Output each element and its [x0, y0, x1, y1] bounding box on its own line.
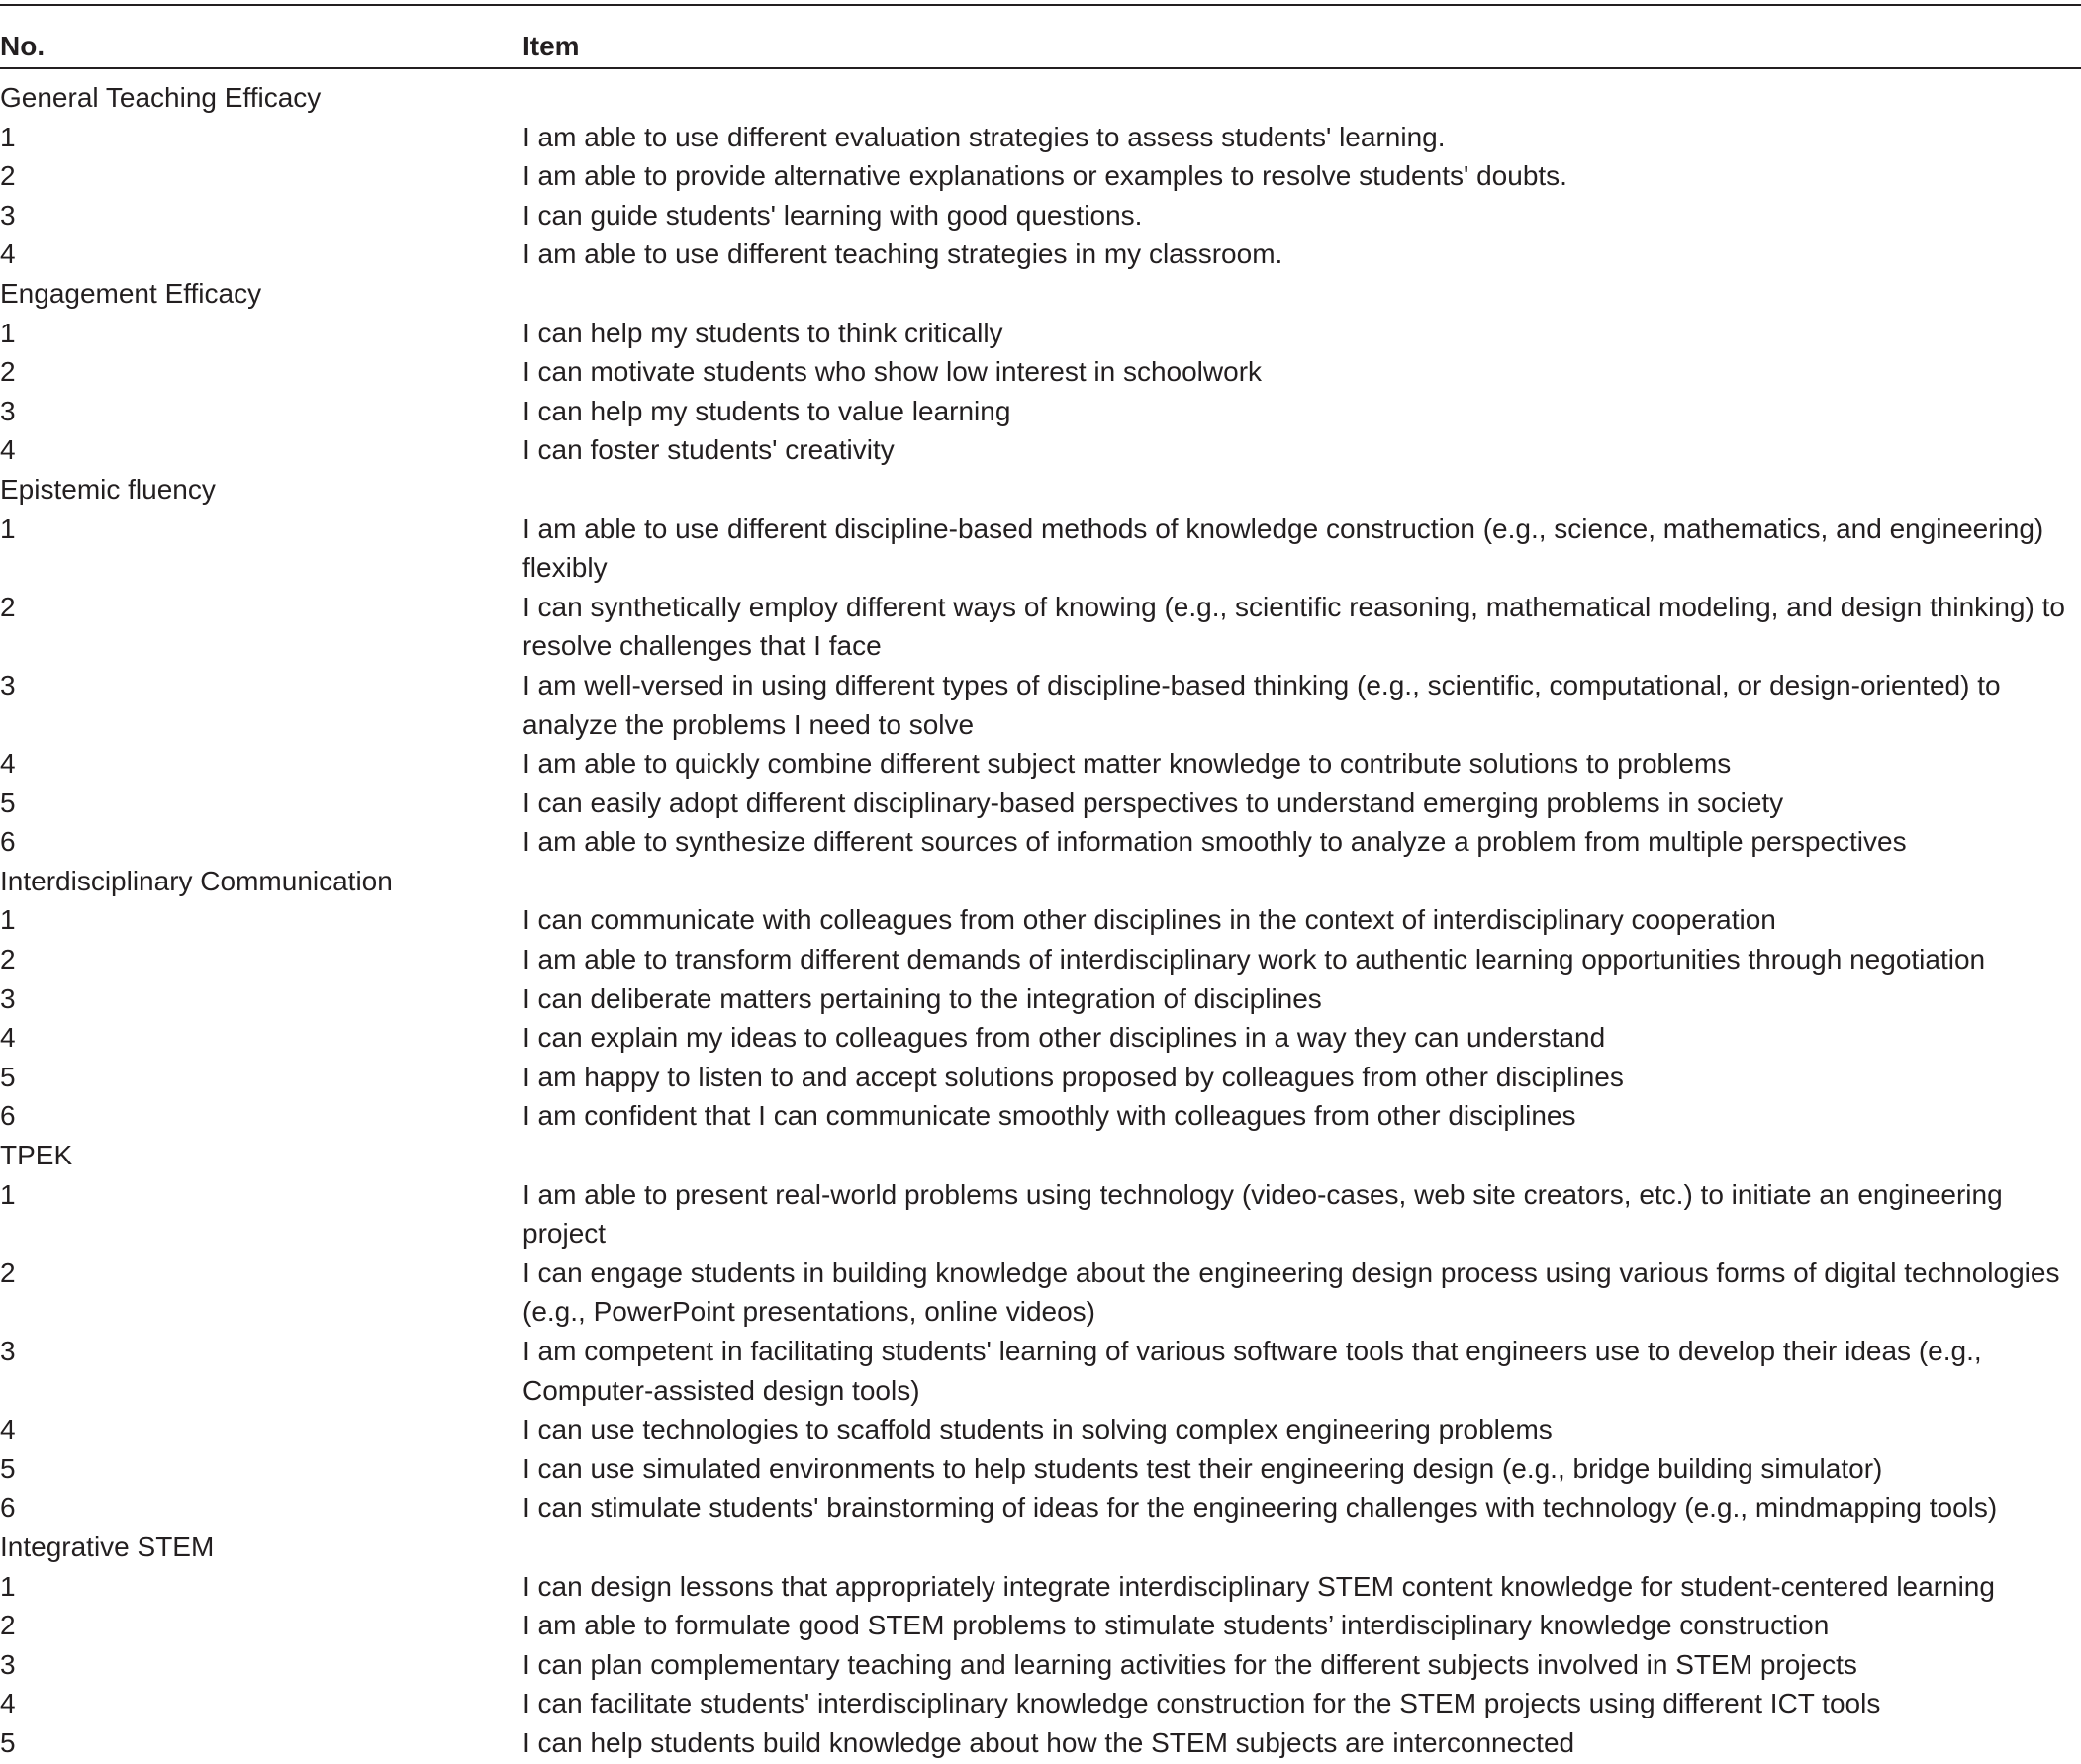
item-number: 2 — [0, 944, 16, 975]
item-number: 3 — [0, 1648, 16, 1680]
item-text: I can easily adopt different disciplinary-based perspectives to understand emerging problems in society — [522, 787, 1784, 818]
item-number: 1 — [0, 512, 16, 544]
item-number: 6 — [0, 826, 16, 858]
table-row — [0, 1684, 2081, 1723]
table-row — [0, 1488, 2081, 1528]
table-row — [0, 314, 2081, 353]
item-number: 3 — [0, 1336, 16, 1366]
item-text: I am competent in facilitating students' learning of various software tools that engineers use to develop their ideas (e.g., Computer-assisted design tools) — [522, 1336, 1982, 1406]
item-text: I can foster students' creativity — [522, 434, 895, 466]
item-text: I am able to use different teaching strategies in my classroom. — [522, 238, 1283, 270]
table-row — [0, 1606, 2081, 1645]
item-text: I am able to use different discipline-based methods of knowledge construction (e.g., science, mathematics, and engineering) flexibly — [522, 512, 2044, 584]
item-text: I can engage students in building knowledge about the engineering design process using various forms of digital technologies (e.g., PowerPoint presentations, online videos) — [522, 1256, 2060, 1328]
section-heading: Integrative STEM — [0, 1531, 215, 1562]
item-number: 6 — [0, 1100, 16, 1132]
item-number: 5 — [0, 1726, 16, 1758]
table-row — [0, 196, 2081, 235]
table-row — [0, 784, 2081, 823]
item-number: 2 — [0, 1610, 16, 1641]
item-text: I can help my students to value learning — [522, 395, 1011, 426]
item-text: I can guide students' learning with good questions. — [522, 199, 1143, 231]
item-text: I am happy to listen to and accept solutions proposed by colleagues from other disciplines — [522, 1061, 1624, 1092]
item-text: I am well-versed in using different types of discipline-based thinking (e.g., scientific, computational, or design-oriented) to analyze the problems I need to solve — [522, 669, 2001, 740]
table-row — [0, 1058, 2081, 1097]
item-text: I can help students build knowledge about how the STEM subjects are interconnected — [522, 1726, 1575, 1758]
table-row — [0, 430, 2081, 470]
section-heading: Epistemic fluency — [0, 473, 216, 505]
item-text: I am confident that I can communicate smoothly with colleagues from other disciplines — [522, 1100, 1576, 1132]
section-heading: General Teaching Efficacy — [0, 82, 322, 113]
item-number: 4 — [0, 238, 16, 270]
item-number: 5 — [0, 1452, 16, 1484]
table-row — [0, 1332, 2081, 1410]
item-number: 4 — [0, 1022, 16, 1054]
table-row — [0, 352, 2081, 392]
item-number: 3 — [0, 395, 16, 426]
table-row — [0, 118, 2081, 157]
table-row — [0, 1175, 2081, 1253]
item-text: I am able to formulate good STEM problems to stimulate students’ interdisciplinary knowledge construction — [522, 1610, 1830, 1641]
header-item: Item — [522, 31, 580, 61]
table-row — [0, 588, 2081, 666]
table-row — [0, 156, 2081, 196]
item-number: 4 — [0, 1414, 16, 1445]
item-text: I am able to transform different demands of interdisciplinary work to authentic learning opportunities through negotiation — [522, 944, 1986, 975]
item-number: 1 — [0, 121, 16, 152]
item-number: 2 — [0, 591, 16, 622]
table-row — [0, 1723, 2081, 1763]
section-heading: Engagement Efficacy — [0, 277, 262, 309]
item-text: I am able to use different evaluation strategies to assess students' learning. — [522, 121, 1446, 152]
item-text: I can motivate students who show low interest in schoolwork — [522, 356, 1263, 388]
table-row — [0, 1449, 2081, 1489]
item-text: I am able to present real-world problems using technology (video-cases, web site creators, etc.) to initiate an engineering project — [522, 1178, 2003, 1250]
table-row — [0, 1410, 2081, 1449]
item-number: 4 — [0, 434, 16, 466]
table-row — [0, 822, 2081, 862]
table-row — [0, 234, 2081, 274]
item-number: 5 — [0, 787, 16, 818]
section-heading: TPEK — [0, 1140, 73, 1171]
item-text: I am able to quickly combine different subject matter knowledge to contribute solutions to problems — [522, 748, 1732, 780]
section-heading: Interdisciplinary Communication — [0, 865, 393, 896]
table-row — [0, 1096, 2081, 1136]
item-number: 5 — [0, 1061, 16, 1092]
item-text: I can plan complementary teaching and learning activities for the different subjects involved in STEM projects — [522, 1648, 1857, 1680]
item-text: I can synthetically employ different ways of knowing (e.g., scientific reasoning, mathematical modeling, and design thinking) to resolve challenges that I face — [522, 591, 2065, 662]
table-header-row — [0, 27, 2081, 66]
item-number: 4 — [0, 748, 16, 780]
table-row — [0, 1567, 2081, 1607]
table-body — [0, 78, 2081, 1763]
table-row — [0, 940, 2081, 979]
table-header-rule — [0, 67, 2081, 69]
table-row — [0, 979, 2081, 1019]
item-text: I can explain my ideas to colleagues from other disciplines in a way they can understand — [522, 1022, 1606, 1054]
item-number: 3 — [0, 669, 16, 700]
item-number: 1 — [0, 317, 16, 348]
item-text: I can facilitate students' interdisciplinary knowledge construction for the STEM projects using different ICT tools — [522, 1688, 1881, 1719]
item-number: 2 — [0, 1256, 16, 1288]
table-top-rule — [0, 4, 2081, 6]
table-row — [0, 900, 2081, 940]
table-row — [0, 392, 2081, 431]
header-no: No. — [0, 31, 46, 61]
item-text: I can use simulated environments to help students test their engineering design (e.g., bridge building simulator) — [522, 1452, 1883, 1484]
item-text: I am able to synthesize different sources of information smoothly to analyze a problem from multiple perspectives — [522, 826, 1907, 858]
item-text: I can use technologies to scaffold students in solving complex engineering problems — [522, 1414, 1553, 1445]
table-row — [0, 744, 2081, 784]
table-row — [0, 666, 2081, 744]
item-text: I can stimulate students' brainstorming of ideas for the engineering challenges with technology (e.g., mindmapping tools) — [522, 1492, 1998, 1524]
table-row — [0, 1253, 2081, 1332]
item-number: 3 — [0, 982, 16, 1014]
item-number: 2 — [0, 356, 16, 388]
item-text: I can design lessons that appropriately integrate interdisciplinary STEM content knowledge for student-centered learning — [522, 1570, 1995, 1602]
item-number: 1 — [0, 904, 16, 936]
item-number: 1 — [0, 1570, 16, 1602]
item-number: 1 — [0, 1178, 16, 1210]
table-row — [0, 1018, 2081, 1058]
table-row — [0, 1645, 2081, 1685]
item-number: 6 — [0, 1492, 16, 1524]
item-text: I can deliberate matters pertaining to the integration of disciplines — [522, 982, 1322, 1014]
item-number: 2 — [0, 160, 16, 192]
table-row — [0, 510, 2081, 588]
item-text: I can communicate with colleagues from other disciplines in the context of interdisciplinary cooperation — [522, 904, 1776, 936]
item-number: 3 — [0, 199, 16, 231]
item-text: I am able to provide alternative explanations or examples to resolve students' doubts. — [522, 160, 1567, 192]
item-text: I can help my students to think critically — [522, 317, 1003, 348]
item-number: 4 — [0, 1688, 16, 1719]
